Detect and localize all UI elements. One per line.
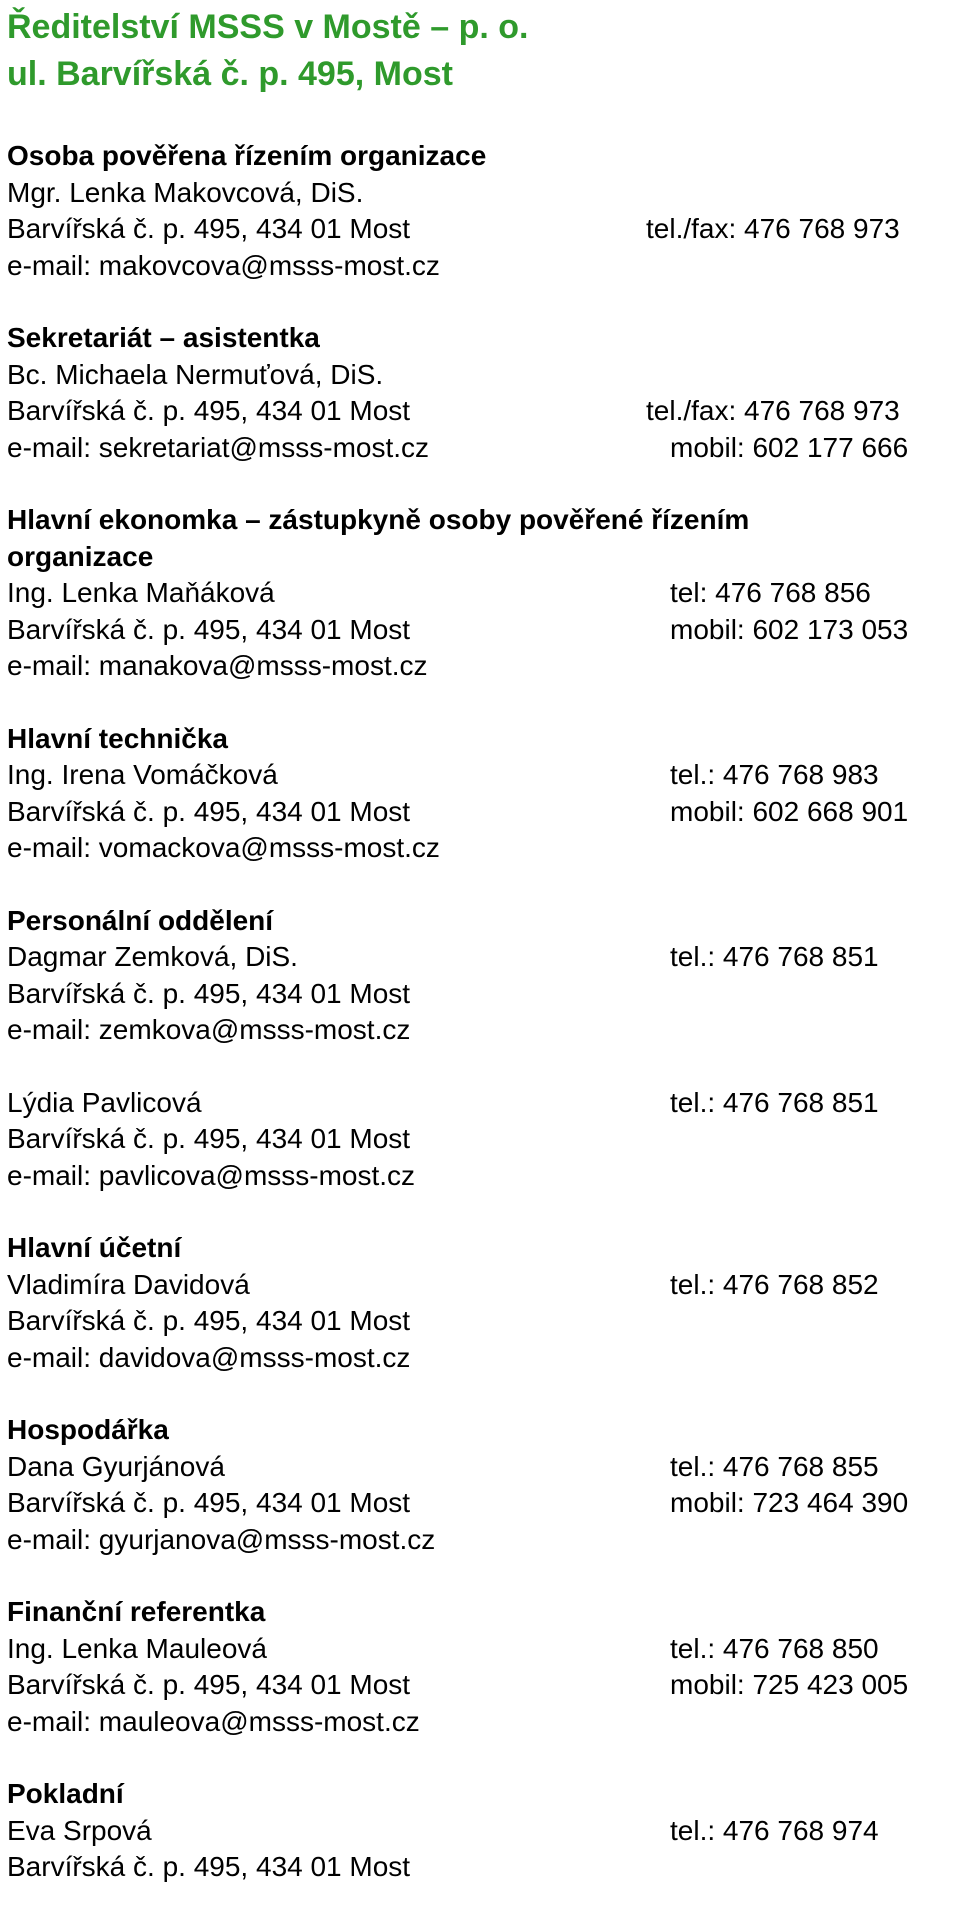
section-secretariat	[7, 320, 953, 466]
section-cashier	[7, 1776, 953, 1886]
mobile: mobil: 602 173 053	[670, 613, 909, 645]
contact-address-row: Barvířská č. p. 495, 434 01 Most	[7, 1123, 411, 1154]
contact-email-row: e-mail: zemkova@msss-most.cz	[7, 1014, 411, 1045]
section-title: Pokladní	[7, 1778, 124, 1809]
document-header	[7, 0, 953, 98]
contact-address-row: Barvířská č. p. 495, 434 01 Most mobil: 723 464 390	[7, 1485, 953, 1522]
contact-document	[7, 0, 953, 1922]
contact-name-row: Bc. Michaela Nermuťová, DiS.	[7, 358, 384, 390]
contact-address-row: Barvířská č. p. 495, 434 01 Most tel./fax: 476 768 973	[7, 393, 953, 430]
contact-name-row: Ing. Lenka Mauleová tel.: 476 768 850	[7, 1631, 953, 1668]
contact-name-row: Vladimíra Davidová tel.: 476 768 852	[7, 1267, 953, 1304]
section-financial-officer	[7, 1594, 953, 1740]
contact-name-row: Eva Srpová tel.: 476 768 974	[7, 1813, 953, 1850]
phone: tel.: 476 768 974	[670, 1814, 879, 1846]
section-title: Hlavní ekonomka – zástupkyně osoby pověřené řízením	[7, 504, 750, 535]
section-title: Personální oddělení	[7, 904, 274, 936]
contact-address-row: Barvířská č. p. 495, 434 01 Most mobil: 602 668 901	[7, 794, 953, 831]
contact-name-row: Ing. Lenka Maňáková tel: 476 768 856	[7, 575, 953, 612]
contact-email-row: e-mail: mauleova@msss-most.cz	[7, 1705, 420, 1737]
phone: tel.: 476 768 855	[670, 1450, 879, 1482]
section-chief-technician	[7, 721, 953, 867]
section-hr-second-contact	[7, 1085, 953, 1195]
phone: tel: 476 768 856	[670, 577, 871, 608]
contact-address-row: Barvířská č. p. 495, 434 01 Most	[7, 1851, 411, 1882]
section-title: Hlavní technička	[7, 722, 228, 754]
contact-email-row: e-mail: davidova@msss-most.cz	[7, 1341, 411, 1373]
phone-fax: tel./fax: 476 768 973	[646, 213, 900, 244]
section-title: Sekretariát – asistentka	[7, 322, 320, 353]
contact-email-row: e-mail: manakova@msss-most.cz	[7, 650, 428, 681]
section-chief-economist	[7, 502, 953, 685]
contact-address-row: Barvířská č. p. 495, 434 01 Most tel./fax: 476 768 973	[7, 211, 953, 248]
phone: tel.: 476 768 852	[670, 1268, 879, 1300]
mobile: mobil: 723 464 390	[670, 1487, 909, 1518]
contact-email-row: e-mail: vomackova@msss-most.cz	[7, 832, 440, 863]
contact-address-row: Barvířská č. p. 495, 434 01 Most	[7, 977, 411, 1009]
mobile: mobil: 602 668 901	[670, 795, 909, 827]
section-title-continued: organizace	[7, 540, 154, 572]
header-address: ul. Barvířská č. p. 495, Most	[7, 55, 453, 93]
contact-email-row: e-mail: makovcova@msss-most.cz	[7, 249, 440, 281]
mobile: mobil: 725 423 005	[670, 1669, 909, 1700]
phone: tel.: 476 768 850	[670, 1632, 879, 1664]
section-title: Osoba pověřena řízením organizace	[7, 140, 487, 171]
mobile: mobil: 602 177 666	[670, 431, 909, 463]
contact-name-row: Mgr. Lenka Makovcová, DiS.	[7, 176, 364, 208]
section-chief-accountant	[7, 1230, 953, 1376]
contact-address-row: Barvířská č. p. 495, 434 01 Most mobil: 602 173 053	[7, 612, 953, 649]
contact-name-row: Dagmar Zemková, DiS. tel.: 476 768 851	[7, 939, 953, 976]
phone: tel.: 476 768 851	[670, 941, 879, 972]
contact-address-row: Barvířská č. p. 495, 434 01 Most mobil: 725 423 005	[7, 1667, 953, 1704]
contact-name-row: Ing. Irena Vomáčková tel.: 476 768 983	[7, 757, 953, 794]
phone: tel.: 476 768 983	[670, 759, 879, 790]
phone-fax: tel./fax: 476 768 973	[646, 395, 900, 426]
contact-email-row: e-mail: gyurjanova@msss-most.cz	[7, 1523, 436, 1555]
section-title: Hospodářka	[7, 1414, 169, 1445]
section-title: Finanční referentka	[7, 1596, 266, 1627]
contact-name-row: Dana Gyurjánová tel.: 476 768 855	[7, 1449, 953, 1486]
contact-address-row: Barvířská č. p. 495, 434 01 Most	[7, 1305, 411, 1336]
section-director	[7, 138, 953, 284]
contact-name-row: Lýdia Pavlicová tel.: 476 768 851	[7, 1085, 953, 1122]
contact-email-row: e-mail: pavlicova@msss-most.cz	[7, 1159, 416, 1191]
header-title: Ředitelství MSSS v Mostě – p. o.	[7, 8, 529, 46]
section-hr	[7, 903, 953, 1049]
section-title: Hlavní účetní	[7, 1232, 182, 1263]
section-housekeeper	[7, 1412, 953, 1558]
phone: tel.: 476 768 851	[670, 1086, 879, 1118]
contact-email-row: e-mail: sekretariat@msss-most.cz mobil: 602 177 666	[7, 430, 953, 467]
